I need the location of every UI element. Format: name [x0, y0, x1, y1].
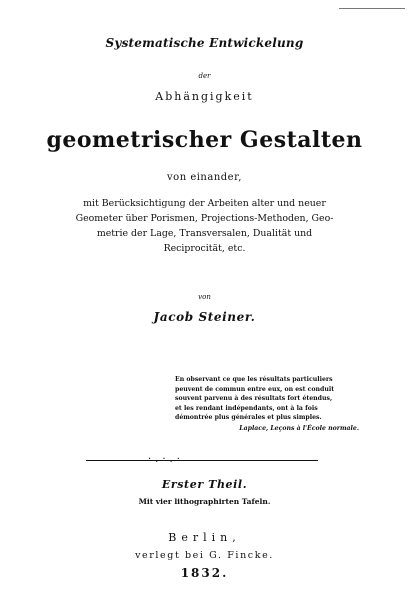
subtitle-line: mit Berücksichtigung der Arbeiten alter und neuer — [83, 198, 326, 209]
epigraph-line: et les rendant indépendants, ont à la fois — [175, 404, 318, 412]
subtitle-line: Geometer über Porismen, Projections-Methoden, Geo- — [75, 213, 334, 224]
main-title: geometrischer Gestalten — [46, 127, 363, 153]
title-line-5: von einander, — [167, 172, 242, 183]
author-name: Jacob Steiner. — [153, 310, 256, 324]
epigraph — [175, 375, 359, 433]
title-line-1: Systematische Entwickelung — [105, 36, 304, 50]
imprint-publisher: verlegt bei G. Fincke. — [135, 550, 274, 561]
ornament-dots: ·.·.· — [148, 454, 184, 465]
library-stamp — [339, 0, 405, 9]
plates-note: Mit vier lithographirten Tafeln. — [138, 497, 271, 506]
byline-von: von — [198, 293, 211, 301]
imprint-city: Berlin, — [168, 531, 241, 544]
subtitle-line: Reciprocität, etc. — [163, 243, 246, 254]
epigraph-line: En observant ce que les résultats particuliers — [175, 376, 333, 383]
subtitle-paragraph — [42, 196, 367, 256]
horizontal-rule — [86, 460, 318, 461]
subtitle-line: metrie der Lage, Transversalen, Dualität und — [96, 228, 313, 239]
epigraph-line: peuvent de commun entre eux, on est conduit — [175, 385, 335, 393]
title-line-2: der — [198, 72, 211, 80]
imprint-year: 1832. — [180, 566, 229, 580]
epigraph-line: démontrée plus générales et plus simples. — [175, 414, 322, 421]
epigraph-line: souvent parvenu à des résultats fort étendus, — [175, 395, 333, 402]
part-label: Erster Theil. — [161, 478, 248, 491]
title-line-3: Abhängigkeit — [155, 90, 254, 103]
epigraph-attribution: Laplace, Leçons à l'École normale. — [239, 424, 359, 432]
